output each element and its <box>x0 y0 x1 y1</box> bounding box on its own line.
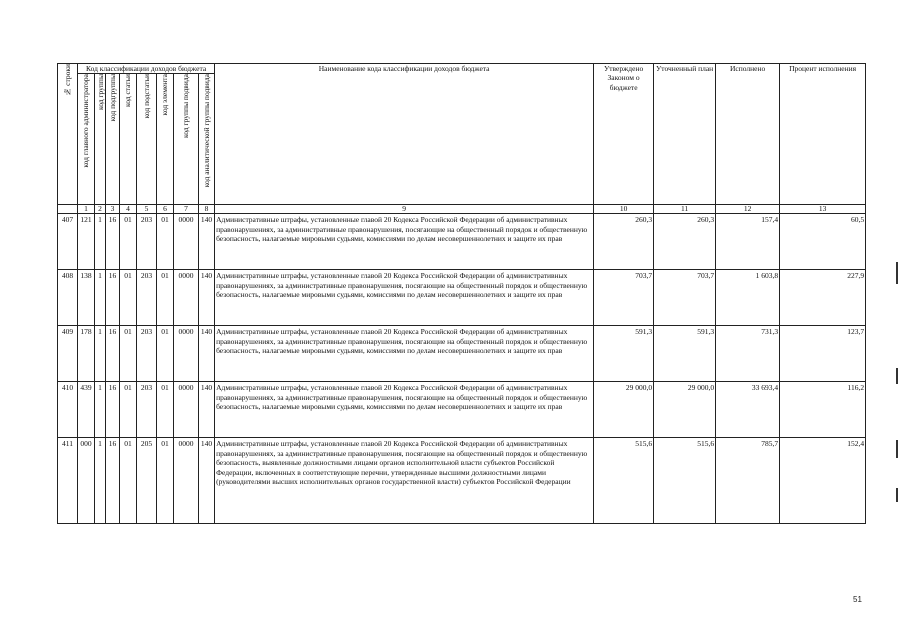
column-number <box>58 205 78 214</box>
column-number: 10 <box>594 205 654 214</box>
cell-group: 1 <box>95 438 106 524</box>
cell-analytic: 140 <box>199 326 215 382</box>
table-row <box>58 270 866 326</box>
scan-mark <box>896 440 898 458</box>
column-number: 12 <box>716 205 780 214</box>
cell-subarticle: 203 <box>137 382 157 438</box>
cell-executed: 731,3 <box>716 326 780 382</box>
table-row <box>58 438 866 524</box>
table-row <box>58 214 866 270</box>
cell-group: 1 <box>95 270 106 326</box>
cell-subtype: 0000 <box>174 382 199 438</box>
column-number: 8 <box>199 205 215 214</box>
cell-name: Административные штрафы, установленные главой 20 Кодекса Российской Федерации об административных правонарушениях, за административные правонарушения, посягающие на общественный порядок и общественную безопасность, выявленные должностными лицами органов исполнительной власти субъектов Российской Федерации, включенных в соответствующие перечни, утвержденные высшими должностными лицами (руководителями высших исполнительных органов государственной власти) субъектов Российской Федерации <box>215 438 594 524</box>
column-number: 9 <box>215 205 594 214</box>
cell-subarticle: 203 <box>137 326 157 382</box>
cell-approved: 29 000,0 <box>594 382 654 438</box>
cell-row-no: 411 <box>58 438 78 524</box>
cell-executed: 33 693,4 <box>716 382 780 438</box>
cell-article: 01 <box>120 214 137 270</box>
table-row <box>58 326 866 382</box>
cell-subtype: 0000 <box>174 270 199 326</box>
column-number: 6 <box>157 205 174 214</box>
cell-percent: 60,5 <box>780 214 866 270</box>
cell-approved: 260,3 <box>594 214 654 270</box>
column-number: 11 <box>654 205 716 214</box>
cell-element: 01 <box>157 438 174 524</box>
cell-admin: 439 <box>78 382 95 438</box>
cell-element: 01 <box>157 270 174 326</box>
header-code-subarticle: код подстатьи <box>137 74 157 205</box>
cell-admin: 121 <box>78 214 95 270</box>
cell-subarticle: 205 <box>137 438 157 524</box>
cell-row-no: 409 <box>58 326 78 382</box>
cell-specified: 703,7 <box>654 270 716 326</box>
cell-name: Административные штрафы, установленные главой 20 Кодекса Российской Федерации об административных правонарушениях, за административные правонарушения, посягающие на общественный порядок и общественную безопасность, налагаемые мировыми судьями, комиссиями по делам несовершеннолетних и защите их прав <box>215 214 594 270</box>
cell-subtype: 0000 <box>174 214 199 270</box>
column-number: 4 <box>120 205 137 214</box>
cell-subgroup: 16 <box>106 214 120 270</box>
header-code-subgroup: код подгруппы <box>106 74 120 205</box>
cell-approved: 591,3 <box>594 326 654 382</box>
cell-group: 1 <box>95 326 106 382</box>
cell-row-no: 410 <box>58 382 78 438</box>
header-code-article: код статьи <box>120 74 137 205</box>
scan-mark <box>896 262 898 284</box>
header-code-admin: код главного администратора <box>78 74 95 205</box>
cell-row-no: 407 <box>58 214 78 270</box>
cell-analytic: 140 <box>199 214 215 270</box>
cell-analytic: 140 <box>199 270 215 326</box>
header-code-subtype: код группы подвида <box>174 74 199 205</box>
cell-admin: 138 <box>78 270 95 326</box>
header-executed: Исполнено <box>716 64 780 205</box>
scan-mark <box>896 488 898 502</box>
cell-name: Административные штрафы, установленные главой 20 Кодекса Российской Федерации об административных правонарушениях, за административные правонарушения, посягающие на общественный порядок и общественную безопасность, налагаемые мировыми судьями, комиссиями по делам несовершеннолетних и защите их прав <box>215 382 594 438</box>
header-code-group: код группы <box>95 74 106 205</box>
header-approved: Утверждено Законом о бюджете <box>594 64 654 205</box>
cell-article: 01 <box>120 438 137 524</box>
header-specified: Уточненный план <box>654 64 716 205</box>
cell-percent: 116,2 <box>780 382 866 438</box>
cell-subtype: 0000 <box>174 438 199 524</box>
header-code-analytic: код аналитической группы подвида <box>199 74 215 205</box>
cell-admin: 000 <box>78 438 95 524</box>
column-number: 1 <box>78 205 95 214</box>
header-classification-group: Код классификации доходов бюджета <box>78 64 215 74</box>
column-number: 7 <box>174 205 199 214</box>
cell-percent: 227,9 <box>780 270 866 326</box>
header-name: Наименование кода классификации доходов бюджета <box>215 64 594 205</box>
cell-specified: 29 000,0 <box>654 382 716 438</box>
cell-analytic: 140 <box>199 438 215 524</box>
table-row <box>58 382 866 438</box>
cell-executed: 157,4 <box>716 214 780 270</box>
scan-mark <box>896 368 898 384</box>
cell-subarticle: 203 <box>137 214 157 270</box>
cell-article: 01 <box>120 270 137 326</box>
cell-executed: 785,7 <box>716 438 780 524</box>
header-row-no: № строки <box>58 64 78 205</box>
cell-article: 01 <box>120 382 137 438</box>
cell-subgroup: 16 <box>106 326 120 382</box>
page-number: 51 <box>853 595 862 604</box>
cell-percent: 123,7 <box>780 326 866 382</box>
column-numbers-row <box>58 205 866 214</box>
cell-subarticle: 203 <box>137 270 157 326</box>
cell-specified: 260,3 <box>654 214 716 270</box>
cell-row-no: 408 <box>58 270 78 326</box>
cell-approved: 703,7 <box>594 270 654 326</box>
cell-analytic: 140 <box>199 382 215 438</box>
cell-name: Административные штрафы, установленные главой 20 Кодекса Российской Федерации об административных правонарушениях, за административные правонарушения, посягающие на общественный порядок и общественную безопасность, налагаемые мировыми судьями, комиссиями по делам несовершеннолетних и защите их прав <box>215 326 594 382</box>
cell-element: 01 <box>157 214 174 270</box>
column-number: 2 <box>95 205 106 214</box>
cell-specified: 515,6 <box>654 438 716 524</box>
column-number: 13 <box>780 205 866 214</box>
cell-percent: 152,4 <box>780 438 866 524</box>
cell-element: 01 <box>157 382 174 438</box>
header-row-group <box>58 64 866 74</box>
cell-group: 1 <box>95 214 106 270</box>
cell-name: Административные штрафы, установленные главой 20 Кодекса Российской Федерации об административных правонарушениях, за административные правонарушения, посягающие на общественный порядок и общественную безопасность, налагаемые мировыми судьями, комиссиями по делам несовершеннолетних и защите их прав <box>215 270 594 326</box>
cell-executed: 1 603,8 <box>716 270 780 326</box>
cell-approved: 515,6 <box>594 438 654 524</box>
cell-article: 01 <box>120 326 137 382</box>
revenue-table <box>57 63 866 524</box>
header-percent: Процент исполнения <box>780 64 866 205</box>
cell-subgroup: 16 <box>106 438 120 524</box>
cell-group: 1 <box>95 382 106 438</box>
header-code-element: код элемента <box>157 74 174 205</box>
column-number: 5 <box>137 205 157 214</box>
cell-subgroup: 16 <box>106 382 120 438</box>
cell-admin: 178 <box>78 326 95 382</box>
cell-specified: 591,3 <box>654 326 716 382</box>
column-number: 3 <box>106 205 120 214</box>
cell-subtype: 0000 <box>174 326 199 382</box>
cell-element: 01 <box>157 326 174 382</box>
cell-subgroup: 16 <box>106 270 120 326</box>
